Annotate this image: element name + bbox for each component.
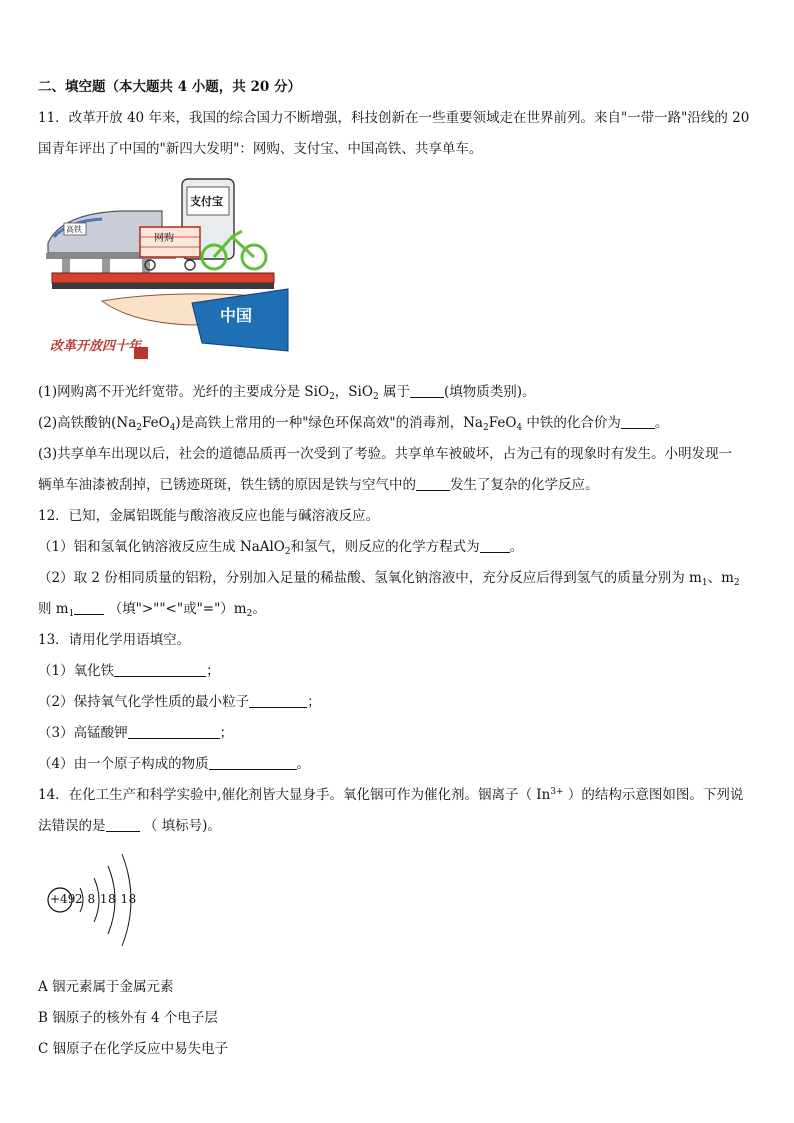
q12-part2-line2: 则 $m_1$ （填">""<"或"$=")m_2$。 — [38, 601, 266, 619]
q14-option-b[interactable]: B 铟原子的核外有 4 个电子层 — [38, 1010, 218, 1026]
nucleus-charge: +49 — [50, 892, 76, 906]
q13-item-4: （4）由一个原子构成的物质 。 — [38, 756, 311, 772]
q13-item-2: （2）保持氧气化学性质的最小粒子 ； — [38, 694, 321, 710]
answer-blank[interactable] — [249, 693, 307, 708]
q11-part3-line1: (3)共享单车出现以后，社会的道德品质再一次受到了考验。共享单车被破坏，占为己有的现象时有发生。小明发现一 — [38, 446, 733, 462]
q11-stem-line1: 11．改革开放 40 年来，我国的综合国力不断增强，科技创新在一些重要领域走在世界前列。来自"一带一路"沿线的 20 — [38, 110, 750, 126]
q14-stem-line2: 法错误的是 （ 填标号)。 — [38, 818, 221, 834]
sleeve-label: 中国 — [220, 306, 253, 325]
phone-label: 支付宝 — [190, 195, 223, 208]
q13-stem: 13．请用化学用语填空。 — [38, 632, 191, 648]
answer-blank[interactable] — [106, 817, 140, 832]
answer-blank[interactable] — [410, 383, 444, 398]
cart-label: 网购 — [154, 233, 174, 244]
q11-part1: (1)网购离不开光纤宽带。光纤的主要成分是 SiO$_2$，SiO$_2$ 属于 (填物质类别)。 — [38, 384, 536, 402]
answer-blank[interactable] — [74, 600, 104, 615]
q12-part1: （1）铝和氢氧化钠溶液反应生成 NaAlO$_2$和氢气，则反应的化学方程式为 。 — [38, 539, 524, 557]
answer-blank[interactable] — [128, 724, 220, 739]
q13-item-3: （3）高锰酸钾 ； — [38, 725, 234, 741]
document-page — [38, 72, 760, 1065]
q12-stem: 12．已知，金属铝既能与酸溶液反应也能与碱溶液反应。 — [38, 508, 380, 524]
q14-option-a[interactable]: A 铟元素属于金属元素 — [38, 979, 174, 995]
train-label: 高铁 — [66, 225, 82, 234]
shell-electrons: 2 8 18 18 — [75, 892, 137, 906]
answer-blank[interactable] — [114, 662, 206, 677]
logo-text: 改革开放四十年 — [50, 339, 142, 354]
indium-ion-structure-diagram — [44, 848, 174, 958]
answer-blank[interactable] — [209, 755, 297, 770]
q11-part3-line2: 辆单车油漆被刮掉，已锈迹斑斑，铁生锈的原因是铁与空气中的 发生了复杂的化学反应。 — [38, 477, 599, 493]
q11-stem-line2: 国青年评出了中国的"新四大发明"：网购、支付宝、中国高铁、共享单车。 — [38, 141, 483, 157]
answer-blank[interactable] — [621, 414, 655, 429]
q14-option-c[interactable]: C 铟原子在化学反应中易失电子 — [38, 1041, 229, 1057]
q14-stem-line1: 14．在化工生产和科学实验中,催化剂皆大显身手。氧化铟可作为催化剂。铟离子（ $In^{3+}$ ）的结构示意图如图。下列说 — [38, 787, 744, 803]
answer-blank[interactable] — [416, 476, 450, 491]
answer-blank[interactable] — [480, 538, 510, 553]
four-inventions-illustration — [42, 173, 292, 373]
q12-part2-line1: （2）取 2 份相同质量的铝粉，分别加入足量的稀盐酸、氢氧化钠溶液中，充分反应后得到氢气的质量分别为 $m_1$、$m_2$ — [38, 570, 740, 588]
q11-part2: (2)高铁酸钠$(Na_2FeO_4)$是高铁上常用的一种"绿色环保高效"的消毒剂，$Na_2FeO_4$ 中铁的化合价为 。 — [38, 415, 669, 433]
q13-item-1: （1）氧化铁 ； — [38, 663, 220, 679]
section-title: 二、填空题（本大题共 4 小题，共 20 分） — [38, 79, 301, 95]
